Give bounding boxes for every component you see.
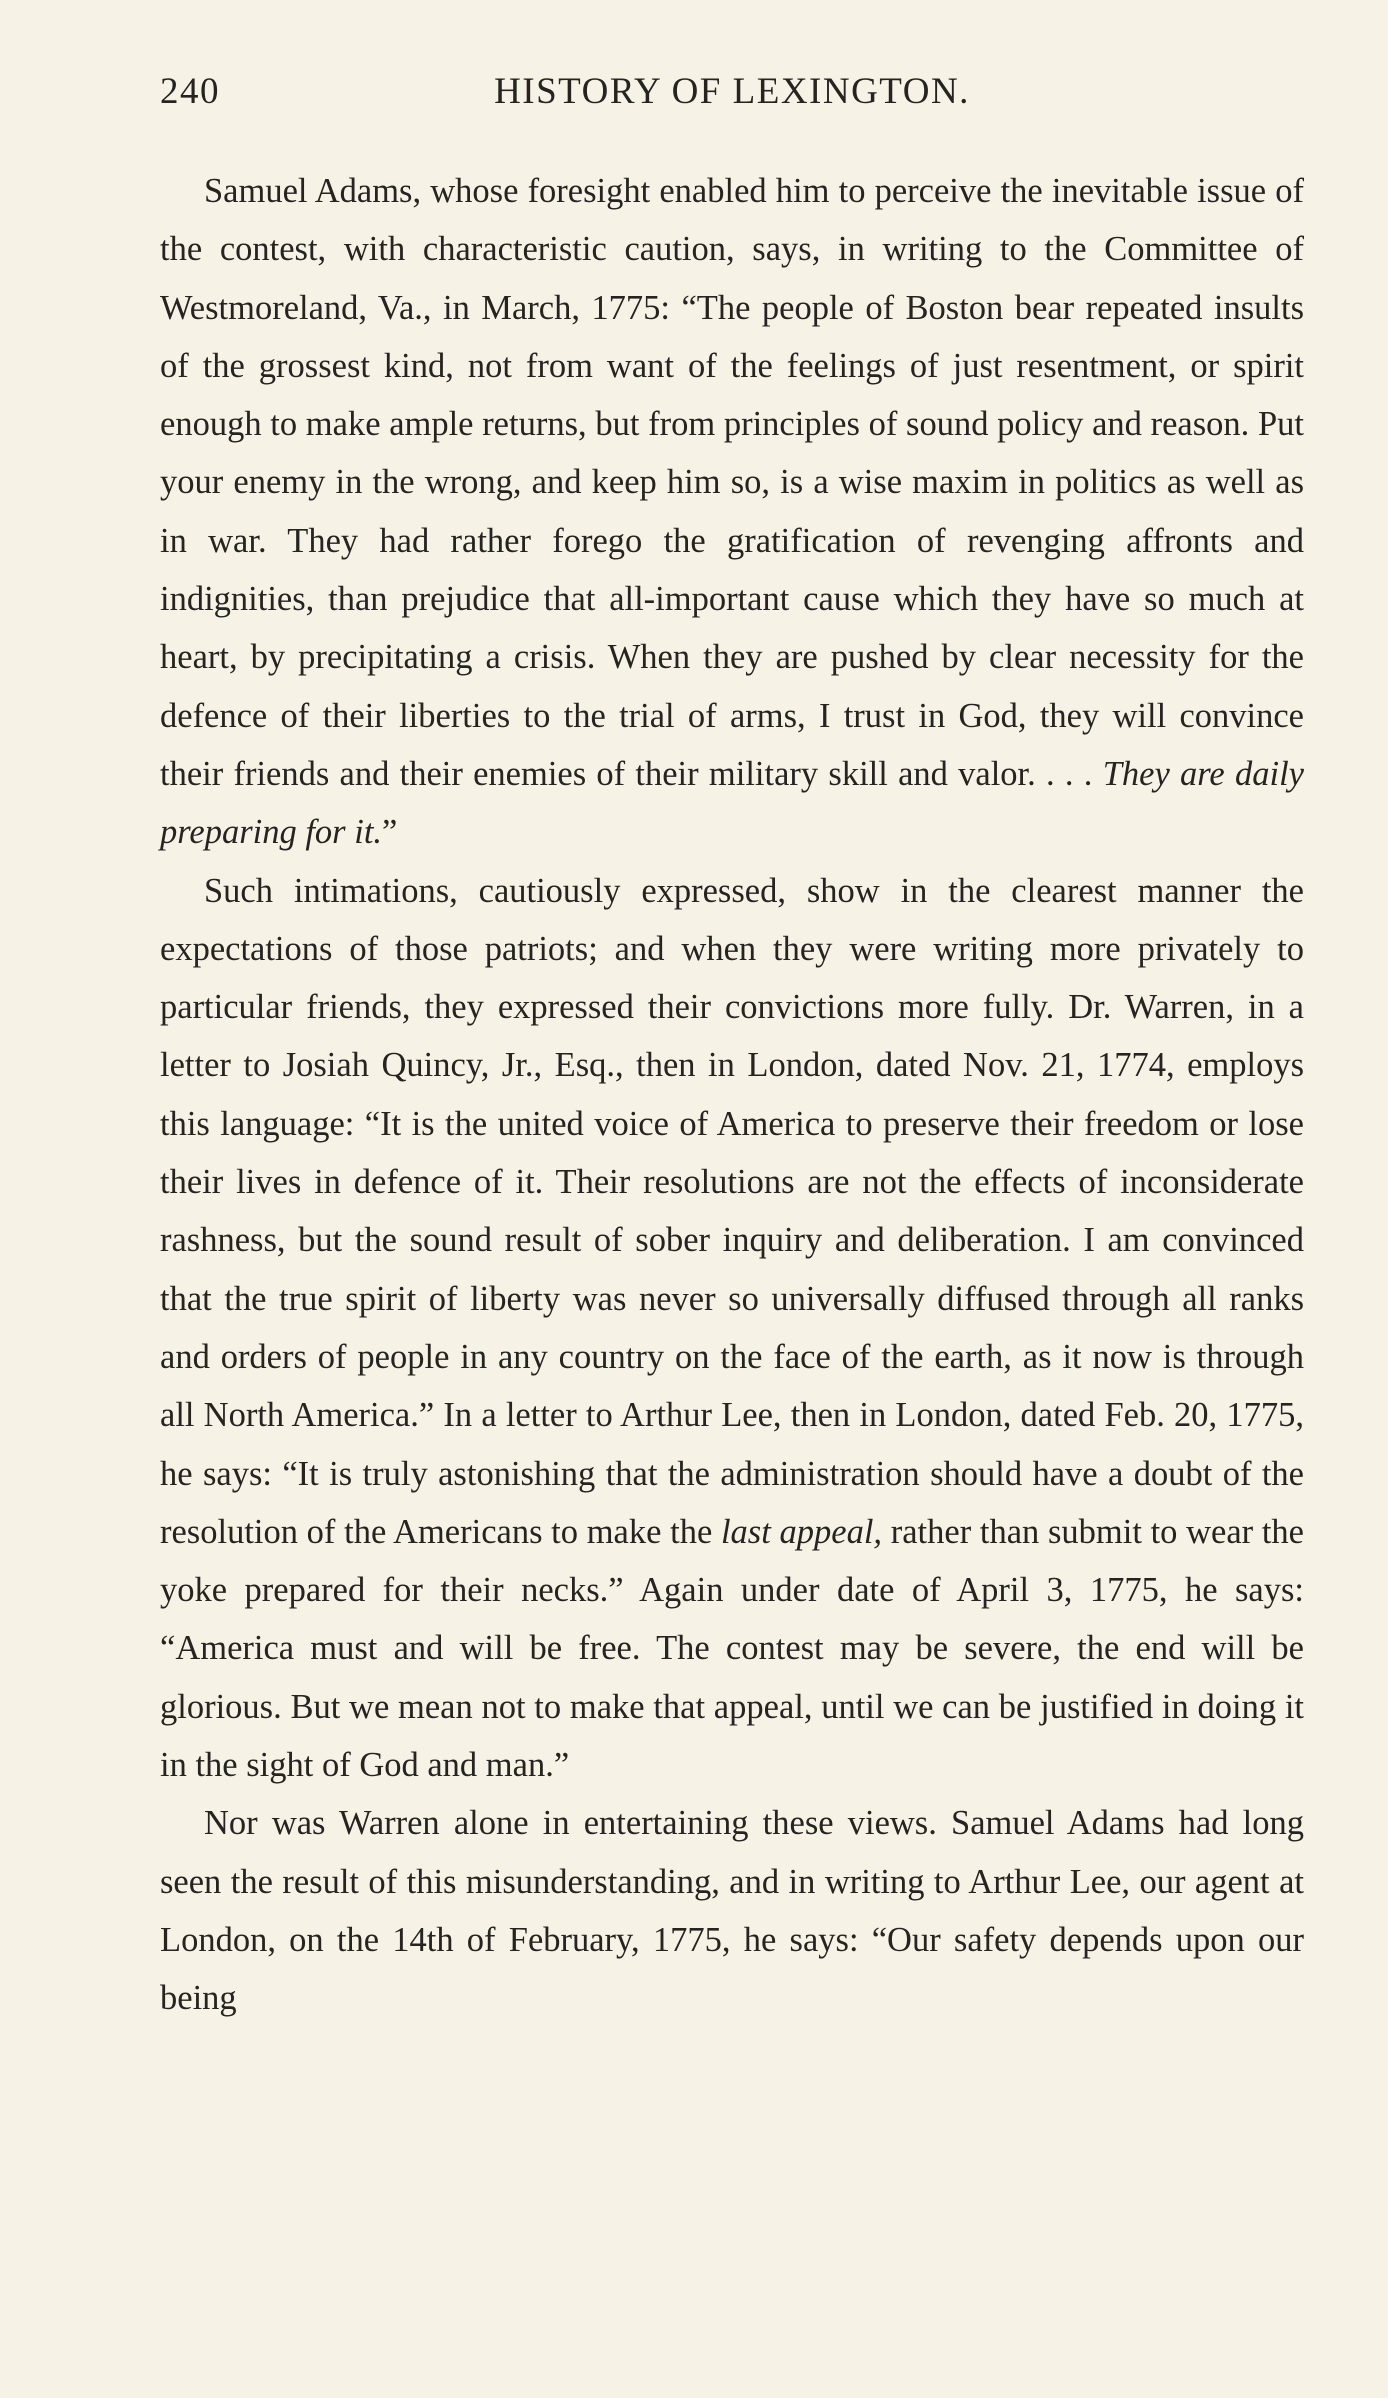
- italic-segment: last appeal,: [720, 1512, 883, 1551]
- page-number: 240: [160, 71, 220, 112]
- paragraph-samuel-adams-letter: [160, 162, 1304, 862]
- running-title: HISTORY OF LEXINGTON.: [494, 71, 970, 112]
- text-segment: Samuel Adams, whose foresight enabled him to perceive the inevitable issue of the contest, with characteristic caution, says, in writing to the Committee of Westmoreland, Va., in March, 1775: “The people of Boston bear repeated insults of the grossest kind, not from want of the feelings of just resentment, or spirit enough to make ample returns, but from principles of sound policy and reason. Put your enemy in the wrong, and keep him so, is a wise maxim in politics as well as in war. They had rather forego the gratification of revenging affronts and indignities, than prejudice that all-important cause which they have so much at heart, by precipitating a crisis. When they are pushed by clear necessity for the defence of their liberties to the trial of arms, I trust in God, they will convince their friends and their enemies of their military skill and valor. . . .: [160, 172, 1304, 793]
- text-segment: Such intimations, cautiously expressed, show in the clearest manner the expectations of those patriots; and when they were writing more privately to particular friends, they expressed their convictions more fully. Dr. Warren, in a letter to Josiah Quincy, Jr., Esq., then in London, dated Nov. 21, 1774, employs this language: “It is the united voice of America to preserve their freedom or lose their lives in defence of it. Their resolutions are not the effects of inconsiderate rashness, but the sound result of sober inquiry and deliberation. I am convinced that the true spirit of liberty was never so universally diffused through all ranks and orders of people in any country on the face of the earth, as it now is through all North America.” In a letter to Arthur Lee, then in London, dated Feb. 20, 1775, he says: “It is truly astonishing that the administration should have a doubt of the resolution of the Americans to make the: [160, 871, 1304, 1551]
- book-page: [160, 70, 1304, 2028]
- text-segment: rather than submit to wear the yoke prepared for their necks.” Again under date of April 3, 1775, he says: “America must and will be free. The contest may be severe, the end will be glorious. But we mean not to make that appeal, until we can be justified in doing it in the sight of God and man.”: [160, 1512, 1304, 1785]
- running-head: [160, 70, 1304, 118]
- body-text: [160, 162, 1304, 2028]
- text-segment: ”: [382, 813, 398, 852]
- text-segment: Nor was Warren alone in entertaining these views. Samuel Adams had long seen the result of this misunderstanding, and in writing to Arthur Lee, our agent at London, on the 14th of February, 1775, he says: “Our safety depends upon our being: [160, 1804, 1304, 2018]
- paragraph-adams-to-lee: [160, 1794, 1304, 2027]
- paragraph-warren-letters: [160, 862, 1304, 1795]
- italic-segment: They are daily preparing for it.: [160, 754, 1304, 852]
